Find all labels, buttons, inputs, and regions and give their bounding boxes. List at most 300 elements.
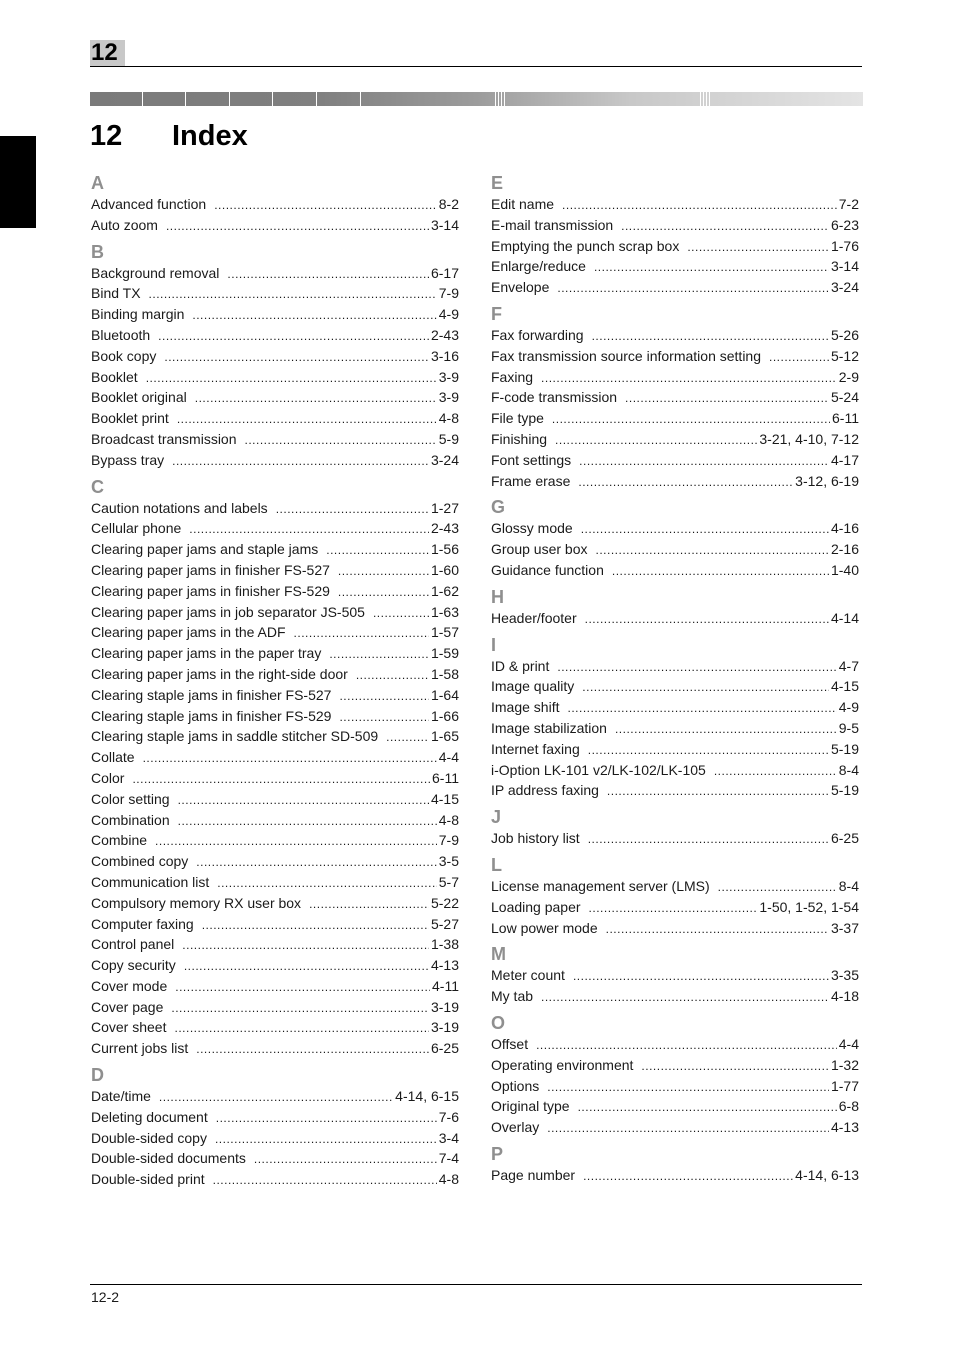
index-term: Advanced function [91, 196, 207, 212]
index-page-ref: 4-18 [830, 988, 859, 1005]
index-page-ref: 7-6 [438, 1108, 459, 1125]
index-page-ref: 8-4 [838, 761, 859, 778]
dot-leader [174, 1018, 428, 1039]
dot-leader [578, 1097, 837, 1118]
index-page-ref: 1-66 [430, 707, 459, 724]
index-page-ref: 2-43 [430, 520, 459, 537]
index-term: Bypass tray [91, 451, 165, 468]
dot-leader [592, 326, 829, 347]
dot-leader [338, 561, 429, 582]
index-entry [491, 215, 859, 236]
dot-leader [146, 368, 437, 389]
dot-leader [178, 790, 429, 811]
index-page-ref: 1-76 [830, 237, 859, 254]
index-page-ref: 5-27 [430, 915, 459, 932]
index-entry [91, 581, 459, 602]
index-page-ref: 4-16 [830, 520, 859, 537]
index-page-ref: 1-63 [430, 603, 459, 620]
index-entry [491, 471, 859, 492]
index-page-ref: 6-11 [432, 769, 459, 786]
index-term: Current jobs list [91, 1040, 189, 1057]
index-term: Internet faxing [491, 740, 580, 757]
index-term: File type [491, 410, 544, 427]
dot-leader [202, 915, 429, 936]
index-page-ref: 4-8 [438, 1171, 459, 1188]
index-page-ref: 4-13 [830, 1119, 859, 1136]
index-page-ref: 1-32 [830, 1056, 859, 1073]
index-page-ref: 2-16 [830, 541, 859, 558]
index-entry [491, 697, 859, 718]
index-page-ref: 2-9 [838, 368, 859, 385]
index-entry [491, 560, 859, 581]
index-page-ref: 3-9 [438, 389, 459, 406]
index-entry [91, 283, 459, 304]
index-entry [91, 1107, 459, 1128]
index-term: Clearing staple jams in finisher FS-527 [91, 686, 332, 703]
section-letter: P [491, 1143, 504, 1164]
index-page-ref: 4-9 [838, 699, 859, 716]
index-term: License management server (LMS) [491, 877, 710, 894]
index-section [491, 496, 859, 580]
index-term: Broadcast transmission [91, 430, 237, 447]
index-page-ref: 1-38 [430, 936, 459, 953]
dot-leader [585, 609, 829, 630]
index-entry [491, 780, 859, 801]
index-entry [91, 346, 459, 367]
dot-leader [579, 451, 829, 472]
index-entry [491, 1034, 859, 1055]
dot-leader [386, 727, 429, 748]
index-term: Clearing paper jams in finisher FS-529 [91, 582, 330, 599]
index-page-ref: 4-14 [830, 609, 859, 626]
index-entry [491, 194, 859, 215]
index-term: Bind TX [91, 285, 141, 302]
index-entry [491, 608, 859, 629]
index-term: Auto zoom [91, 216, 158, 233]
index-entry [491, 1096, 859, 1117]
dot-leader [615, 719, 837, 740]
dot-leader [356, 665, 429, 686]
index-column-left [91, 172, 459, 1190]
index-page-ref: 3-24 [430, 451, 459, 468]
index-page-ref: 3-19 [430, 1019, 459, 1036]
dot-leader [309, 894, 429, 915]
dot-leader [149, 284, 437, 305]
index-page-ref: 4-11 [432, 977, 459, 994]
dot-leader [172, 451, 429, 472]
index-page-ref: 3-5 [438, 853, 459, 870]
index-page-ref: 3-14 [430, 216, 459, 233]
index-page-ref: 1-62 [430, 582, 459, 599]
index-entry [491, 739, 859, 760]
index-term: Low power mode [491, 919, 598, 936]
dot-leader [557, 657, 836, 678]
dot-leader [547, 1118, 829, 1139]
index-section [491, 1143, 859, 1186]
dot-leader [164, 347, 429, 368]
dot-leader [573, 966, 829, 987]
index-entry [91, 664, 459, 685]
index-page-ref: 3-21, 4-10, 7-12 [759, 430, 859, 447]
section-letter: D [91, 1065, 104, 1086]
dot-leader [214, 195, 437, 216]
index-term: E-mail transmission [491, 216, 614, 233]
dot-leader [175, 977, 430, 998]
index-page-ref: 3-14 [830, 258, 859, 275]
index-term: Double-sided print [91, 1171, 205, 1188]
index-term: Glossy mode [491, 520, 573, 537]
decorative-bar [90, 92, 863, 106]
dot-leader [547, 1077, 829, 1098]
index-page-ref: 6-8 [838, 1098, 859, 1115]
index-entry [91, 706, 459, 727]
index-entry [91, 914, 459, 935]
dot-leader [594, 257, 829, 278]
dot-leader [769, 347, 829, 368]
dot-leader [276, 499, 429, 520]
index-term: ID & print [491, 657, 550, 674]
index-section [491, 634, 859, 802]
index-page-ref: 6-25 [830, 830, 859, 847]
index-entry [91, 789, 459, 810]
dot-leader [326, 540, 429, 561]
index-term: F-code transmission [491, 389, 618, 406]
index-entry [91, 1128, 459, 1149]
index-term: Clearing paper jams in the paper tray [91, 645, 322, 662]
index-page-ref: 4-7 [838, 657, 859, 674]
index-page-ref: 4-15 [430, 790, 459, 807]
index-page-ref: 1-56 [430, 541, 459, 558]
index-page-ref: 3-12, 6-19 [795, 472, 859, 489]
index-term: Overlay [491, 1119, 540, 1136]
index-term: Background removal [91, 264, 220, 281]
index-entry [491, 986, 859, 1007]
index-entry [91, 429, 459, 450]
section-letter: C [91, 476, 104, 497]
index-entry [91, 893, 459, 914]
index-page-ref: 7-4 [438, 1150, 459, 1167]
index-term: Clearing staple jams in saddle stitcher SD-509 [91, 728, 379, 745]
index-term: Image shift [491, 699, 560, 716]
index-entry [491, 656, 859, 677]
index-term: Finishing [491, 430, 548, 447]
index-entry [91, 830, 459, 851]
index-entry [91, 976, 459, 997]
index-entry [491, 718, 859, 739]
dot-leader [189, 519, 429, 540]
index-page-ref: 5-24 [830, 389, 859, 406]
dot-leader [338, 582, 429, 603]
dot-leader [213, 1170, 437, 1191]
dot-leader [621, 216, 829, 237]
section-letter: E [491, 173, 504, 193]
index-entry [491, 897, 859, 918]
index-entry [91, 851, 459, 872]
index-term: Font settings [491, 451, 572, 468]
index-term: Communication list [91, 873, 210, 890]
index-section [91, 476, 459, 1060]
dot-leader [294, 623, 429, 644]
index-term: Fax transmission source information setting [491, 347, 761, 364]
dot-leader [195, 388, 437, 409]
header-rule [90, 66, 862, 67]
index-entry [91, 194, 459, 215]
dot-leader [159, 1087, 393, 1108]
index-term: Binding margin [91, 306, 185, 323]
index-page-ref: 9-5 [838, 719, 859, 736]
index-term: Clearing paper jams in the right-side door [91, 665, 348, 682]
index-page-ref: 5-19 [830, 740, 859, 757]
dot-leader [589, 898, 758, 919]
index-section [491, 172, 859, 298]
dot-leader [196, 852, 436, 873]
index-term: Combination [91, 811, 170, 828]
index-page-ref: 3-37 [830, 919, 859, 936]
index-entry [491, 277, 859, 298]
section-letter: J [491, 807, 502, 828]
dot-leader [687, 237, 829, 258]
index-page-ref: 1-77 [830, 1077, 859, 1094]
index-entry [491, 539, 859, 560]
section-letter: F [491, 303, 502, 324]
index-page-ref: 1-65 [430, 728, 459, 745]
index-term: Image quality [491, 678, 575, 695]
dot-leader [178, 811, 437, 832]
index-term: IP address faxing [491, 782, 599, 799]
index-term: Operating environment [491, 1056, 634, 1073]
dot-leader [171, 998, 429, 1019]
index-entry [91, 1086, 459, 1107]
index-term: Frame erase [491, 472, 571, 489]
dot-leader [567, 698, 836, 719]
index-page-ref: 4-14, 6-15 [395, 1088, 459, 1105]
index-page-ref: 3-35 [830, 967, 859, 984]
index-entry [491, 367, 859, 388]
index-page-ref: 1-64 [430, 686, 459, 703]
index-term: Cover sheet [91, 1019, 167, 1036]
index-term: Control panel [91, 936, 175, 953]
index-term: Date/time [91, 1088, 151, 1105]
dot-leader [158, 326, 429, 347]
index-term: Envelope [491, 279, 550, 296]
index-page-ref: 2-43 [430, 326, 459, 343]
index-term: Clearing paper jams in the ADF [91, 624, 286, 641]
index-term: Book copy [91, 347, 157, 364]
index-term: Caution notations and labels [91, 499, 268, 516]
index-entry [491, 828, 859, 849]
dot-leader [143, 748, 437, 769]
dot-leader [562, 195, 837, 216]
index-term: My tab [491, 988, 534, 1005]
index-section [91, 172, 459, 236]
title-text: Index [172, 120, 248, 152]
index-page-ref: 8-2 [438, 196, 459, 212]
index-term: Original type [491, 1098, 570, 1115]
index-term: Cover page [91, 998, 164, 1015]
index-page-ref: 5-22 [430, 894, 459, 911]
index-term: Booklet original [91, 389, 187, 406]
index-entry [91, 602, 459, 623]
index-page-ref: 6-23 [830, 216, 859, 233]
index-entry [91, 1148, 459, 1169]
index-page-ref: 3-4 [438, 1129, 459, 1146]
index-term: i-Option LK-101 v2/LK-102/LK-105 [491, 761, 706, 778]
index-term: Compulsory memory RX user box [91, 894, 302, 911]
chapter-side-tab [0, 136, 36, 228]
index-entry [91, 622, 459, 643]
index-entry [91, 726, 459, 747]
index-entry [491, 876, 859, 897]
dot-leader [184, 956, 429, 977]
index-entry [491, 408, 859, 429]
index-term: Guidance function [491, 561, 604, 578]
index-entry [91, 997, 459, 1018]
index-term: Job history list [491, 830, 580, 847]
index-term: Combine [91, 832, 148, 849]
index-entry [491, 346, 859, 367]
index-term: Loading paper [491, 898, 581, 915]
index-page-ref: 8-4 [838, 877, 859, 894]
footer-rule [90, 1284, 862, 1285]
index-section [91, 241, 459, 471]
dot-leader [155, 831, 437, 852]
index-page-ref: 5-19 [830, 782, 859, 799]
index-entry [91, 498, 459, 519]
index-term: Meter count [491, 967, 565, 984]
dot-leader [217, 873, 437, 894]
index-page-ref: 6-25 [430, 1040, 459, 1057]
index-page-ref: 4-8 [438, 811, 459, 828]
index-term: Clearing staple jams in finisher FS-529 [91, 707, 332, 724]
dot-leader [536, 1035, 837, 1056]
dot-leader [581, 519, 829, 540]
index-page-ref: 7-9 [438, 832, 459, 849]
index-term: Booklet [91, 368, 138, 385]
index-term: Edit name [491, 196, 555, 212]
index-page-ref: 4-4 [438, 749, 459, 766]
dot-leader [641, 1056, 829, 1077]
index-page-ref: 1-59 [430, 645, 459, 662]
section-letter: L [491, 854, 502, 875]
index-page-ref: 3-24 [830, 279, 859, 296]
index-page-ref: 7-2 [838, 196, 859, 212]
index-term: Cover mode [91, 977, 168, 994]
index-entry [491, 256, 859, 277]
dot-leader [625, 388, 829, 409]
index-section [491, 1012, 859, 1138]
index-entry [91, 408, 459, 429]
dot-leader [166, 216, 429, 237]
index-term: Collate [91, 749, 135, 766]
dot-leader [541, 987, 829, 1008]
index-entry [91, 560, 459, 581]
index-term: Copy security [91, 957, 176, 974]
index-entry [91, 304, 459, 325]
dot-leader [192, 305, 436, 326]
index-entry [91, 1038, 459, 1059]
index-page-ref: 4-17 [830, 451, 859, 468]
index-entry [491, 1055, 859, 1076]
index-entry [91, 685, 459, 706]
dot-leader [329, 644, 429, 665]
index-page-ref: 1-57 [430, 624, 459, 641]
index-term: Header/footer [491, 609, 577, 626]
index-section [491, 806, 859, 849]
dot-leader [596, 540, 829, 561]
index-entry [91, 518, 459, 539]
index-entry [91, 539, 459, 560]
index-entry [491, 518, 859, 539]
index-column-right [491, 172, 859, 1186]
index-page-ref: 4-8 [438, 410, 459, 427]
index-term: Options [491, 1077, 540, 1094]
index-term: Double-sided documents [91, 1150, 246, 1167]
dot-leader [606, 919, 829, 940]
index-entry [91, 325, 459, 346]
index-entry [91, 387, 459, 408]
index-term: Offset [491, 1035, 529, 1052]
index-page-ref: 1-50, 1-52, 1-54 [759, 898, 859, 915]
dot-leader [339, 707, 429, 728]
index-entry [91, 263, 459, 284]
index-page-ref: 6-11 [832, 410, 859, 427]
index-page-ref: 6-17 [430, 264, 459, 281]
index-page-ref: 1-27 [430, 499, 459, 516]
dot-leader [215, 1129, 437, 1150]
dot-leader [245, 430, 437, 451]
index-entry [91, 768, 459, 789]
index-page-ref: 4-14, 6-13 [795, 1166, 859, 1183]
index-term: Color [91, 769, 125, 786]
index-term: Deleting document [91, 1108, 208, 1125]
dot-leader [552, 409, 830, 430]
dot-leader [227, 264, 429, 285]
dot-leader [588, 829, 829, 850]
index-term: Bluetooth [91, 326, 151, 343]
index-entry [91, 450, 459, 471]
dot-leader [588, 740, 829, 761]
section-letter: H [491, 586, 504, 607]
index-entry [491, 450, 859, 471]
index-entry [491, 1117, 859, 1138]
dot-leader [714, 761, 837, 782]
index-term: Emptying the punch scrap box [491, 237, 680, 254]
dot-leader [132, 769, 430, 790]
dot-leader [718, 877, 837, 898]
index-page-ref: 5-9 [438, 430, 459, 447]
section-letter: M [491, 944, 506, 965]
dot-leader [182, 935, 429, 956]
dot-leader [196, 1039, 429, 1060]
page-title [90, 118, 248, 154]
index-page-ref: 4-15 [830, 678, 859, 695]
dot-leader [373, 603, 429, 624]
index-entry [91, 872, 459, 893]
index-entry [491, 325, 859, 346]
index-section [491, 586, 859, 629]
dot-leader [555, 430, 757, 451]
index-entry [91, 367, 459, 388]
index-entry [491, 965, 859, 986]
dot-leader [541, 368, 837, 389]
index-term: Cellular phone [91, 520, 182, 537]
index-page-ref: 4-9 [438, 306, 459, 323]
dot-leader [557, 278, 829, 299]
index-page-ref: 7-9 [438, 285, 459, 302]
index-entry [491, 676, 859, 697]
dot-leader [607, 781, 829, 802]
index-entry [491, 429, 859, 450]
